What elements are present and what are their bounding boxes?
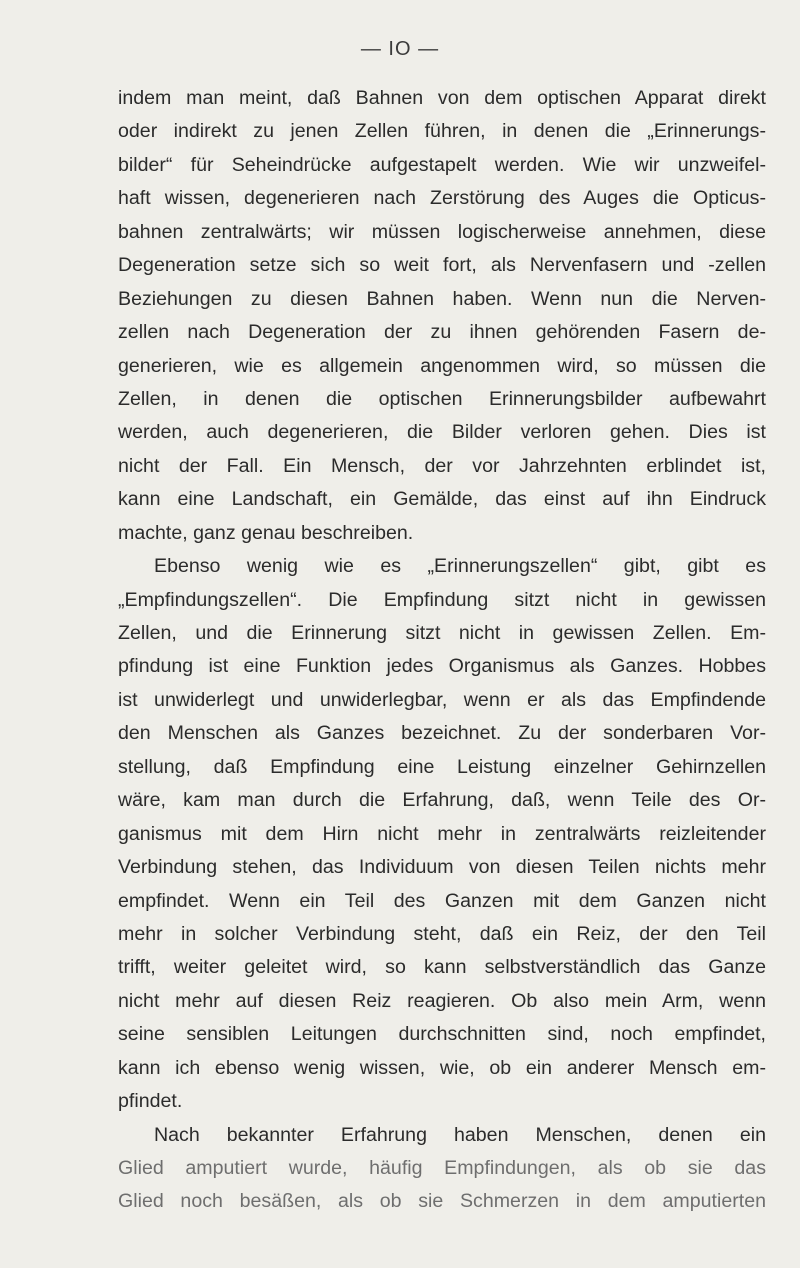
text-line: bahnen zentralwärts; wir müssen logischerweise annehmen, diese xyxy=(118,220,766,243)
text-line: oder indirekt zu jenen Zellen führen, in denen die „Erinnerungs- xyxy=(118,120,766,143)
text-line: Zellen, und die Erinnerung sitzt nicht in gewissen Zellen. Em- xyxy=(118,622,766,644)
text-line: kann ich ebenso wenig wissen, wie, ob ein anderer Mensch em- xyxy=(118,1056,766,1079)
text-line: trifft, weiter geleitet wird, so kann selbstverständlich das Ganze xyxy=(118,956,766,979)
text-line: Beziehungen zu diesen Bahnen haben. Wenn nun die Nerven- xyxy=(118,287,766,310)
text-line: kann eine Landschaft, ein Gemälde, das einst auf ihn Eindruck xyxy=(118,488,766,511)
text-line: Glied noch besäßen, als ob sie Schmerzen in dem amputierten xyxy=(118,1190,766,1213)
text-line: den Menschen als Ganzes bezeichnet. Zu der sonderbaren Vor- xyxy=(118,722,766,745)
body-text xyxy=(118,82,766,1219)
text-line: Zellen, in denen die optischen Erinnerungsbilder aufbewahrt xyxy=(118,387,766,410)
text-line: stellung, daß Empfindung eine Leistung einzelner Gehirnzellen xyxy=(118,755,766,778)
text-line: wäre, kam man durch die Erfahrung, daß, wenn Teile des Or- xyxy=(118,789,766,812)
text-line: Degeneration setze sich so weit fort, als Nervenfasern und -zellen xyxy=(118,254,766,277)
text-line: nicht mehr auf diesen Reiz reagieren. Ob also mein Arm, wenn xyxy=(118,989,766,1012)
text-line: seine sensiblen Leitungen durchschnitten sind, noch empfindet, xyxy=(118,1023,766,1046)
paragraph-end-line: pfindet. xyxy=(118,1090,183,1113)
text-line: ganismus mit dem Hirn nicht mehr in zentralwärts reizleitender xyxy=(118,822,766,845)
text-line: nicht der Fall. Ein Mensch, der vor Jahrzehnten erblindet ist, xyxy=(118,454,766,477)
text-line: ist unwiderlegt und unwiderlegbar, wenn er als das Empfindende xyxy=(118,688,766,711)
paragraph-start-line: Nach bekannter Erfahrung haben Menschen, denen ein xyxy=(154,1123,766,1146)
text-line: generieren, wie es allgemein angenommen wird, so müssen die xyxy=(118,354,766,377)
text-line: empfindet. Wenn ein Teil des Ganzen mit dem Ganzen nicht xyxy=(118,889,766,912)
paragraph-start-line: Ebenso wenig wie es „Erinnerungszellen“ gibt, gibt es xyxy=(154,555,766,578)
text-line: pfindung ist eine Funktion jedes Organismus als Ganzes. Hobbes xyxy=(118,655,766,678)
text-line: mehr in solcher Verbindung steht, daß ein Reiz, der den Teil xyxy=(118,922,766,945)
paragraph-end-line: machte, ganz genau beschreiben. xyxy=(118,521,414,544)
text-line: zellen nach Degeneration der zu ihnen gehörenden Fasern de- xyxy=(118,321,766,344)
text-line: „Empfindungszellen“. Die Empfindung sitzt nicht in gewissen xyxy=(118,588,766,611)
text-line: Glied amputiert wurde, häufig Empfindungen, als ob sie das xyxy=(118,1157,766,1179)
page-number: — IO — xyxy=(360,38,440,60)
text-line: haft wissen, degenerieren nach Zerstörung des Auges die Opticus- xyxy=(118,187,766,210)
text-line: werden, auch degenerieren, die Bilder verloren gehen. Dies ist xyxy=(118,421,766,444)
text-line: bilder“ für Seheindrücke aufgestapelt werden. Wie wir unzweifel- xyxy=(118,153,766,176)
text-line: indem man meint, daß Bahnen von dem optischen Apparat direkt xyxy=(118,87,766,109)
text-line: Verbindung stehen, das Individuum von diesen Teilen nichts mehr xyxy=(118,856,766,879)
